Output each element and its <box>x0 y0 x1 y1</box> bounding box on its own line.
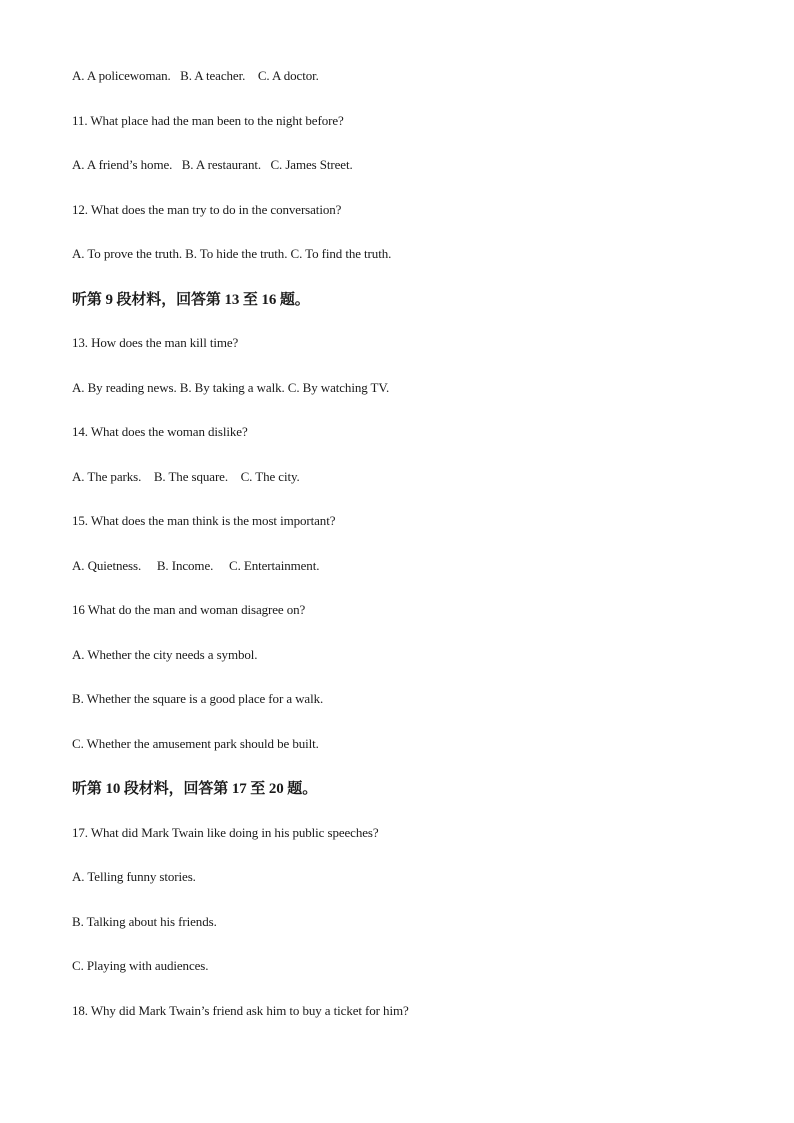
q11-options: A. A friend’s home. B. A restaurant. C. James Street. <box>72 157 353 172</box>
q14-options: A. The parks. B. The square. C. The city. <box>72 468 300 484</box>
section-heading-10: 听第 10 段材料，回答第 17 至 20 题。 <box>72 781 318 797</box>
q17-option-a: A. Telling funny stories. <box>72 869 196 884</box>
q12-question: 12. What does the man try to do in the conversation? <box>72 201 342 217</box>
q16-option-b: B. Whether the square is a good place for a walk. <box>72 691 324 706</box>
q10-options: A. A policewoman. B. A teacher. C. A doctor. <box>72 68 319 83</box>
q13-question: 13. How does the man kill time? <box>72 335 239 350</box>
q16-question: 16 What do the man and woman disagree on? <box>72 602 306 617</box>
q16-option-a: A. Whether the city needs a symbol. <box>72 646 258 662</box>
q15-question: 15. What does the man think is the most important? <box>72 513 336 528</box>
q17-question: 17. What did Mark Twain like doing in his public speeches? <box>72 824 379 840</box>
q14-question: 14. What does the woman dislike? <box>72 424 248 439</box>
q18-question: 18. Why did Mark Twain’s friend ask him to buy a ticket for him? <box>72 1002 409 1018</box>
q15-options: A. Quietness. B. Income. C. Entertainment. <box>72 557 320 573</box>
q13-options: A. By reading news. B. By taking a walk. C. By watching TV. <box>72 379 390 395</box>
q17-option-c: C. Playing with audiences. <box>72 958 209 973</box>
section-heading-9: 听第 9 段材料，回答第 13 至 16 题。 <box>72 291 310 308</box>
q17-option-b: B. Talking about his friends. <box>72 913 217 929</box>
q11-question: 11. What place had the man been to the night before? <box>72 112 344 128</box>
exam-page <box>72 68 732 1047</box>
q16-option-c: C. Whether the amusement park should be built. <box>72 735 319 751</box>
q12-options: A. To prove the truth. B. To hide the truth. C. To find the truth. <box>72 246 392 261</box>
